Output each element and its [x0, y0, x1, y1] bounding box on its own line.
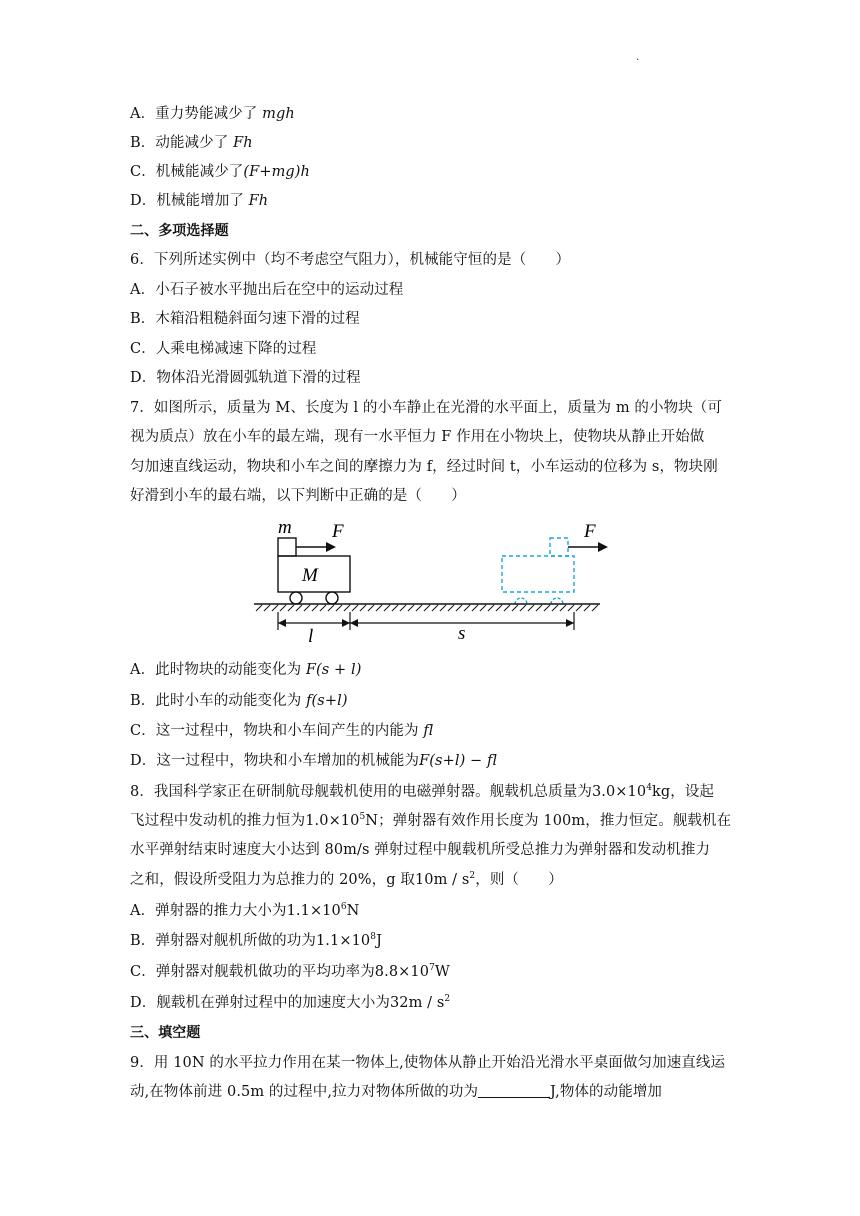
cart-wheel-right [326, 592, 338, 604]
label-m: m [278, 517, 292, 538]
q6-option-a: A．小石子被水平抛出后在空中的运动过程 [130, 282, 404, 298]
q6-stem: 6．下列所述实例中（均不考虑空气阻力），机械能守恒的是（ ） [130, 252, 571, 268]
q7-option-d: D．这一过程中，物块和小车增加的机械能为F(s+l) − fl [130, 753, 498, 769]
q7-option-a: A．此时物块的动能变化为 F(s + l) [130, 662, 362, 678]
label-s: s [458, 623, 466, 644]
q6-option-c: C．人乘电梯减速下降的过程 [130, 341, 317, 357]
label-l: l [308, 626, 314, 645]
answer-blank[interactable] [478, 1083, 550, 1098]
label-F-right: F [584, 521, 596, 542]
label-F-left: F [332, 521, 344, 542]
cart-wheel-left [290, 592, 302, 604]
q9-stem-line2: 动,在物体前进 0.5m 的过程中,拉力对物体所做的功为 J,物体的动能增加 [130, 1084, 663, 1100]
q5-option-b: B．动能减少了 Fh [130, 135, 253, 151]
q6-option-b: B．木箱沿粗糙斜面匀速下滑的过程 [130, 311, 360, 327]
q7-stem-line1: 7．如图所示，质量为 M、长度为 l 的小车静止在光滑的水平面上，质量为 m 的小物块（可 [130, 400, 723, 416]
q8-option-a: A．弹射器的推力大小为$1.1\times 10^6N$ [130, 902, 360, 919]
q8-option-b: B．弹射器对舰机所做的功为$1.1\times 10^8J$ [130, 932, 382, 949]
q8-stem-line1: 8．我国科学家正在研制航母舰载机使用的电磁弹射器。舰载机总质量为$3.0\times 10^4kg$，设起 [130, 783, 715, 800]
q7-stem-line4: 好滑到小车的最右端，以下判断中正确的是（ ） [130, 488, 466, 504]
section2-title: 二、多项选择题 [130, 223, 229, 239]
q7-stem-line3: 匀加速直线运动，物块和小车之间的摩擦力为 f，经过时间 t，小车运动的位移为 s，物块刚 [130, 459, 718, 475]
q9-stem-line1: 9．用 10N 的水平拉力作用在某一物体上,使物体从静止开始沿光滑水平桌面做匀加速直线运 [130, 1055, 726, 1071]
label-M: M [302, 565, 318, 586]
q8-option-d: D．舰载机在弹射过程中的加速度大小为$32m / s^2$ [130, 994, 451, 1011]
q5-option-c: C．机械能减少了(F+mg)h [130, 164, 311, 180]
q6-option-d: D．物体沿光滑圆弧轨道下滑的过程 [130, 370, 361, 386]
q5-option-a: A．重力势能减少了 mgh [130, 106, 295, 122]
block-m [278, 538, 296, 556]
cart-M-final [502, 556, 574, 592]
q7-option-c: C．这一过程中，物块和小车间产生的内能为 fl [130, 723, 434, 739]
q8-option-c: C．弹射器对舰载机做功的平均功率为$8.8\times 10^7W$ [130, 963, 450, 980]
q7-option-b: B．此时小车的动能变化为 f(s+l) [130, 693, 348, 709]
header-mark: . [636, 52, 640, 63]
q5-option-d: D．机械能增加了 Fh [130, 193, 269, 209]
section3-title: 三、填空题 [130, 1025, 201, 1041]
q8-stem-line2: 飞过程中发动机的推力恒为$1.0\times 10^5N$；弹射器有效作用长度为 100m，推力恒定。舰载机在 [130, 812, 732, 829]
block-m-final [550, 538, 568, 556]
q8-stem-line4: 之和，假设所受阻力为总推力的 20%，g 取$10m / s^2$，则（ ） [130, 871, 563, 888]
q7-stem-line2: 视为质点）放在小车的最左端，现有一水平恒力 F 作用在小物块上，使物块从静止开始做 [130, 429, 705, 445]
q8-stem-line3: 水平弹射结束时速度大小达到 80m/s 弹射过程中舰载机所受总推力为弹射器和发动机推力 [130, 842, 711, 858]
q7-figure [250, 515, 610, 645]
